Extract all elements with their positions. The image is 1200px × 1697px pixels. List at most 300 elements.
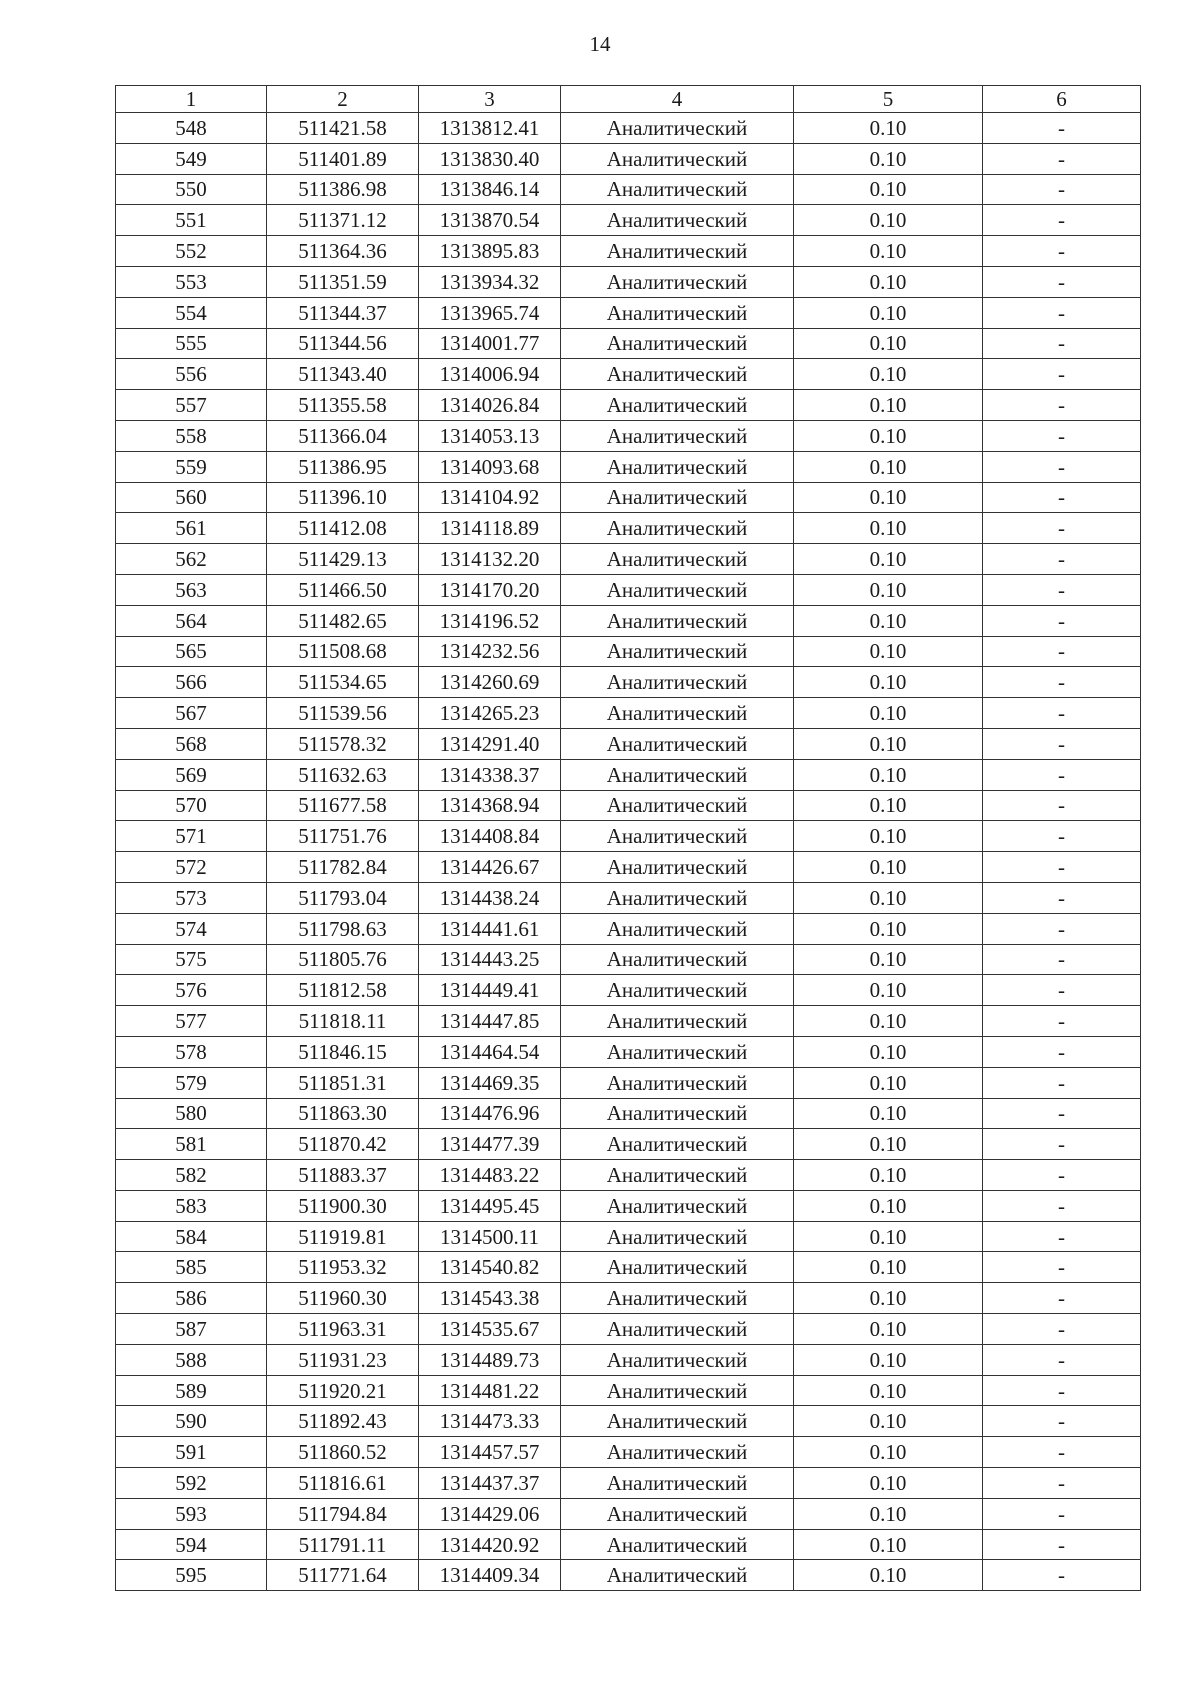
table-row (116, 390, 1141, 421)
x-coordinate-cell: 511793.04 (267, 882, 419, 913)
note-cell: - (983, 698, 1141, 729)
x-coordinate-cell: 511343.40 (267, 359, 419, 390)
x-coordinate-cell: 511818.11 (267, 1006, 419, 1037)
note-cell: - (983, 1498, 1141, 1529)
x-coordinate-cell: 511355.58 (267, 390, 419, 421)
note-cell: - (983, 482, 1141, 513)
coordinates-table (115, 85, 1141, 1591)
column-header: 4 (561, 86, 794, 113)
method-cell: Аналитический (561, 1437, 794, 1468)
method-cell: Аналитический (561, 266, 794, 297)
table-row (116, 913, 1141, 944)
accuracy-cell: 0.10 (794, 975, 983, 1006)
table-row (116, 1160, 1141, 1191)
column-header: 1 (116, 86, 267, 113)
table-row (116, 1190, 1141, 1221)
point-number-cell: 594 (116, 1529, 267, 1560)
note-cell: - (983, 113, 1141, 144)
note-cell: - (983, 882, 1141, 913)
method-cell: Аналитический (561, 236, 794, 267)
method-cell: Аналитический (561, 1036, 794, 1067)
method-cell: Аналитический (561, 1129, 794, 1160)
note-cell: - (983, 1160, 1141, 1191)
x-coordinate-cell: 511364.36 (267, 236, 419, 267)
x-coordinate-cell: 511863.30 (267, 1098, 419, 1129)
point-number-cell: 553 (116, 266, 267, 297)
method-cell: Аналитический (561, 913, 794, 944)
point-number-cell: 569 (116, 759, 267, 790)
method-cell: Аналитический (561, 1221, 794, 1252)
x-coordinate-cell: 511508.68 (267, 636, 419, 667)
point-number-cell: 560 (116, 482, 267, 513)
table-row (116, 1344, 1141, 1375)
method-cell: Аналитический (561, 1252, 794, 1283)
method-cell: Аналитический (561, 174, 794, 205)
note-cell: - (983, 975, 1141, 1006)
y-coordinate-cell: 1314477.39 (419, 1129, 561, 1160)
y-coordinate-cell: 1314535.67 (419, 1314, 561, 1345)
x-coordinate-cell: 511386.95 (267, 451, 419, 482)
y-coordinate-cell: 1314473.33 (419, 1406, 561, 1437)
table-row (116, 1437, 1141, 1468)
y-coordinate-cell: 1313895.83 (419, 236, 561, 267)
point-number-cell: 563 (116, 574, 267, 605)
x-coordinate-cell: 511344.37 (267, 297, 419, 328)
accuracy-cell: 0.10 (794, 1098, 983, 1129)
table-row (116, 698, 1141, 729)
point-number-cell: 578 (116, 1036, 267, 1067)
table-row (116, 1252, 1141, 1283)
method-cell: Аналитический (561, 1067, 794, 1098)
y-coordinate-cell: 1314408.84 (419, 821, 561, 852)
accuracy-cell: 0.10 (794, 852, 983, 883)
table-row (116, 1529, 1141, 1560)
note-cell: - (983, 1344, 1141, 1375)
accuracy-cell: 0.10 (794, 1036, 983, 1067)
method-cell: Аналитический (561, 513, 794, 544)
note-cell: - (983, 944, 1141, 975)
point-number-cell: 588 (116, 1344, 267, 1375)
table-row (116, 328, 1141, 359)
accuracy-cell: 0.10 (794, 1344, 983, 1375)
page-number: 14 (589, 32, 611, 56)
accuracy-cell: 0.10 (794, 451, 983, 482)
y-coordinate-cell: 1314447.85 (419, 1006, 561, 1037)
method-cell: Аналитический (561, 1344, 794, 1375)
y-coordinate-cell: 1314457.57 (419, 1437, 561, 1468)
x-coordinate-cell: 511386.98 (267, 174, 419, 205)
note-cell: - (983, 1036, 1141, 1067)
y-coordinate-cell: 1313830.40 (419, 143, 561, 174)
point-number-cell: 555 (116, 328, 267, 359)
x-coordinate-cell: 511953.32 (267, 1252, 419, 1283)
method-cell: Аналитический (561, 1406, 794, 1437)
y-coordinate-cell: 1314196.52 (419, 605, 561, 636)
point-number-cell: 589 (116, 1375, 267, 1406)
note-cell: - (983, 1529, 1141, 1560)
method-cell: Аналитический (561, 574, 794, 605)
x-coordinate-cell: 511366.04 (267, 420, 419, 451)
point-number-cell: 576 (116, 975, 267, 1006)
y-coordinate-cell: 1314500.11 (419, 1221, 561, 1252)
y-coordinate-cell: 1314540.82 (419, 1252, 561, 1283)
note-cell: - (983, 913, 1141, 944)
table-row (116, 174, 1141, 205)
accuracy-cell: 0.10 (794, 1129, 983, 1160)
method-cell: Аналитический (561, 544, 794, 575)
accuracy-cell: 0.10 (794, 821, 983, 852)
point-number-cell: 575 (116, 944, 267, 975)
accuracy-cell: 0.10 (794, 882, 983, 913)
y-coordinate-cell: 1314368.94 (419, 790, 561, 821)
y-coordinate-cell: 1314441.61 (419, 913, 561, 944)
accuracy-cell: 0.10 (794, 513, 983, 544)
note-cell: - (983, 1283, 1141, 1314)
method-cell: Аналитический (561, 1098, 794, 1129)
y-coordinate-cell: 1313812.41 (419, 113, 561, 144)
note-cell: - (983, 513, 1141, 544)
y-coordinate-cell: 1314420.92 (419, 1529, 561, 1560)
y-coordinate-cell: 1314476.96 (419, 1098, 561, 1129)
accuracy-cell: 0.10 (794, 1190, 983, 1221)
y-coordinate-cell: 1314438.24 (419, 882, 561, 913)
y-coordinate-cell: 1314093.68 (419, 451, 561, 482)
y-coordinate-cell: 1314053.13 (419, 420, 561, 451)
x-coordinate-cell: 511466.50 (267, 574, 419, 605)
x-coordinate-cell: 511421.58 (267, 113, 419, 144)
x-coordinate-cell: 511883.37 (267, 1160, 419, 1191)
method-cell: Аналитический (561, 852, 794, 883)
accuracy-cell: 0.10 (794, 1560, 983, 1591)
y-coordinate-cell: 1314483.22 (419, 1160, 561, 1191)
y-coordinate-cell: 1314437.37 (419, 1468, 561, 1499)
table-row (116, 574, 1141, 605)
point-number-cell: 568 (116, 728, 267, 759)
x-coordinate-cell: 511344.56 (267, 328, 419, 359)
x-coordinate-cell: 511534.65 (267, 667, 419, 698)
method-cell: Аналитический (561, 328, 794, 359)
point-number-cell: 567 (116, 698, 267, 729)
table-row (116, 1129, 1141, 1160)
note-cell: - (983, 1221, 1141, 1252)
point-number-cell: 587 (116, 1314, 267, 1345)
y-coordinate-cell: 1314443.25 (419, 944, 561, 975)
point-number-cell: 590 (116, 1406, 267, 1437)
method-cell: Аналитический (561, 143, 794, 174)
method-cell: Аналитический (561, 605, 794, 636)
note-cell: - (983, 390, 1141, 421)
accuracy-cell: 0.10 (794, 482, 983, 513)
column-header: 3 (419, 86, 561, 113)
note-cell: - (983, 420, 1141, 451)
note-cell: - (983, 205, 1141, 236)
note-cell: - (983, 728, 1141, 759)
x-coordinate-cell: 511963.31 (267, 1314, 419, 1345)
method-cell: Аналитический (561, 420, 794, 451)
note-cell: - (983, 636, 1141, 667)
accuracy-cell: 0.10 (794, 544, 983, 575)
point-number-cell: 591 (116, 1437, 267, 1468)
x-coordinate-cell: 511805.76 (267, 944, 419, 975)
y-coordinate-cell: 1314006.94 (419, 359, 561, 390)
point-number-cell: 583 (116, 1190, 267, 1221)
x-coordinate-cell: 511429.13 (267, 544, 419, 575)
y-coordinate-cell: 1314260.69 (419, 667, 561, 698)
point-number-cell: 593 (116, 1498, 267, 1529)
table-row (116, 1006, 1141, 1037)
table-row (116, 975, 1141, 1006)
method-cell: Аналитический (561, 113, 794, 144)
x-coordinate-cell: 511892.43 (267, 1406, 419, 1437)
point-number-cell: 557 (116, 390, 267, 421)
y-coordinate-cell: 1314489.73 (419, 1344, 561, 1375)
accuracy-cell: 0.10 (794, 1160, 983, 1191)
note-cell: - (983, 1468, 1141, 1499)
accuracy-cell: 0.10 (794, 667, 983, 698)
method-cell: Аналитический (561, 1006, 794, 1037)
table-row (116, 728, 1141, 759)
accuracy-cell: 0.10 (794, 759, 983, 790)
method-cell: Аналитический (561, 667, 794, 698)
method-cell: Аналитический (561, 1375, 794, 1406)
method-cell: Аналитический (561, 1560, 794, 1591)
method-cell: Аналитический (561, 944, 794, 975)
table-row (116, 1283, 1141, 1314)
point-number-cell: 585 (116, 1252, 267, 1283)
table-row (116, 297, 1141, 328)
accuracy-cell: 0.10 (794, 1252, 983, 1283)
method-cell: Аналитический (561, 482, 794, 513)
table-row (116, 1468, 1141, 1499)
accuracy-cell: 0.10 (794, 1283, 983, 1314)
accuracy-cell: 0.10 (794, 1314, 983, 1345)
method-cell: Аналитический (561, 882, 794, 913)
point-number-cell: 577 (116, 1006, 267, 1037)
accuracy-cell: 0.10 (794, 1468, 983, 1499)
note-cell: - (983, 821, 1141, 852)
note-cell: - (983, 328, 1141, 359)
table-row (116, 236, 1141, 267)
table-row (116, 667, 1141, 698)
table-row (116, 759, 1141, 790)
note-cell: - (983, 266, 1141, 297)
y-coordinate-cell: 1314132.20 (419, 544, 561, 575)
note-cell: - (983, 451, 1141, 482)
accuracy-cell: 0.10 (794, 698, 983, 729)
table-row (116, 852, 1141, 883)
y-coordinate-cell: 1314291.40 (419, 728, 561, 759)
x-coordinate-cell: 511860.52 (267, 1437, 419, 1468)
note-cell: - (983, 1252, 1141, 1283)
method-cell: Аналитический (561, 636, 794, 667)
method-cell: Аналитический (561, 205, 794, 236)
table-row (116, 1498, 1141, 1529)
accuracy-cell: 0.10 (794, 266, 983, 297)
point-number-cell: 552 (116, 236, 267, 267)
accuracy-cell: 0.10 (794, 1067, 983, 1098)
table-row (116, 1067, 1141, 1098)
table-row (116, 636, 1141, 667)
point-number-cell: 580 (116, 1098, 267, 1129)
x-coordinate-cell: 511920.21 (267, 1375, 419, 1406)
note-cell: - (983, 605, 1141, 636)
method-cell: Аналитический (561, 390, 794, 421)
table-row (116, 513, 1141, 544)
note-cell: - (983, 1067, 1141, 1098)
y-coordinate-cell: 1314543.38 (419, 1283, 561, 1314)
y-coordinate-cell: 1314338.37 (419, 759, 561, 790)
method-cell: Аналитический (561, 359, 794, 390)
y-coordinate-cell: 1314449.41 (419, 975, 561, 1006)
x-coordinate-cell: 511632.63 (267, 759, 419, 790)
note-cell: - (983, 667, 1141, 698)
x-coordinate-cell: 511401.89 (267, 143, 419, 174)
accuracy-cell: 0.10 (794, 913, 983, 944)
point-number-cell: 561 (116, 513, 267, 544)
x-coordinate-cell: 511412.08 (267, 513, 419, 544)
point-number-cell: 565 (116, 636, 267, 667)
table-row (116, 1375, 1141, 1406)
point-number-cell: 574 (116, 913, 267, 944)
table-row (116, 821, 1141, 852)
y-coordinate-cell: 1314001.77 (419, 328, 561, 359)
y-coordinate-cell: 1314495.45 (419, 1190, 561, 1221)
note-cell: - (983, 297, 1141, 328)
x-coordinate-cell: 511791.11 (267, 1529, 419, 1560)
table-row (116, 1314, 1141, 1345)
accuracy-cell: 0.10 (794, 790, 983, 821)
table-row (116, 1098, 1141, 1129)
accuracy-cell: 0.10 (794, 390, 983, 421)
accuracy-cell: 0.10 (794, 1498, 983, 1529)
method-cell: Аналитический (561, 1498, 794, 1529)
note-cell: - (983, 174, 1141, 205)
x-coordinate-cell: 511539.56 (267, 698, 419, 729)
point-number-cell: 551 (116, 205, 267, 236)
method-cell: Аналитический (561, 698, 794, 729)
y-coordinate-cell: 1314426.67 (419, 852, 561, 883)
method-cell: Аналитический (561, 451, 794, 482)
method-cell: Аналитический (561, 759, 794, 790)
table-row (116, 143, 1141, 174)
accuracy-cell: 0.10 (794, 420, 983, 451)
note-cell: - (983, 759, 1141, 790)
column-header: 5 (794, 86, 983, 113)
y-coordinate-cell: 1314481.22 (419, 1375, 561, 1406)
table-row (116, 266, 1141, 297)
point-number-cell: 550 (116, 174, 267, 205)
x-coordinate-cell: 511900.30 (267, 1190, 419, 1221)
table-row (116, 944, 1141, 975)
method-cell: Аналитический (561, 297, 794, 328)
accuracy-cell: 0.10 (794, 728, 983, 759)
note-cell: - (983, 1437, 1141, 1468)
note-cell: - (983, 143, 1141, 174)
method-cell: Аналитический (561, 1468, 794, 1499)
point-number-cell: 570 (116, 790, 267, 821)
method-cell: Аналитический (561, 1190, 794, 1221)
table-row (116, 451, 1141, 482)
method-cell: Аналитический (561, 975, 794, 1006)
y-coordinate-cell: 1314409.34 (419, 1560, 561, 1591)
x-coordinate-cell: 511351.59 (267, 266, 419, 297)
y-coordinate-cell: 1314469.35 (419, 1067, 561, 1098)
accuracy-cell: 0.10 (794, 1221, 983, 1252)
accuracy-cell: 0.10 (794, 236, 983, 267)
x-coordinate-cell: 511812.58 (267, 975, 419, 1006)
table-row (116, 359, 1141, 390)
table-row (116, 1560, 1141, 1591)
method-cell: Аналитический (561, 1160, 794, 1191)
y-coordinate-cell: 1313846.14 (419, 174, 561, 205)
x-coordinate-cell: 511677.58 (267, 790, 419, 821)
accuracy-cell: 0.10 (794, 297, 983, 328)
x-coordinate-cell: 511816.61 (267, 1468, 419, 1499)
x-coordinate-cell: 511794.84 (267, 1498, 419, 1529)
note-cell: - (983, 790, 1141, 821)
table-row (116, 790, 1141, 821)
point-number-cell: 592 (116, 1468, 267, 1499)
table-row (116, 1036, 1141, 1067)
accuracy-cell: 0.10 (794, 359, 983, 390)
method-cell: Аналитический (561, 1314, 794, 1345)
x-coordinate-cell: 511919.81 (267, 1221, 419, 1252)
y-coordinate-cell: 1314232.56 (419, 636, 561, 667)
method-cell: Аналитический (561, 728, 794, 759)
accuracy-cell: 0.10 (794, 205, 983, 236)
point-number-cell: 566 (116, 667, 267, 698)
accuracy-cell: 0.10 (794, 944, 983, 975)
point-number-cell: 573 (116, 882, 267, 913)
x-coordinate-cell: 511782.84 (267, 852, 419, 883)
accuracy-cell: 0.10 (794, 328, 983, 359)
method-cell: Аналитический (561, 790, 794, 821)
x-coordinate-cell: 511870.42 (267, 1129, 419, 1160)
accuracy-cell: 0.10 (794, 636, 983, 667)
table-row (116, 482, 1141, 513)
column-header: 6 (983, 86, 1141, 113)
accuracy-cell: 0.10 (794, 605, 983, 636)
point-number-cell: 562 (116, 544, 267, 575)
point-number-cell: 584 (116, 1221, 267, 1252)
y-coordinate-cell: 1314429.06 (419, 1498, 561, 1529)
x-coordinate-cell: 511751.76 (267, 821, 419, 852)
note-cell: - (983, 1006, 1141, 1037)
note-cell: - (983, 1375, 1141, 1406)
note-cell: - (983, 544, 1141, 575)
method-cell: Аналитический (561, 1529, 794, 1560)
y-coordinate-cell: 1314464.54 (419, 1036, 561, 1067)
accuracy-cell: 0.10 (794, 1406, 983, 1437)
note-cell: - (983, 1406, 1141, 1437)
x-coordinate-cell: 511846.15 (267, 1036, 419, 1067)
accuracy-cell: 0.10 (794, 1437, 983, 1468)
x-coordinate-cell: 511798.63 (267, 913, 419, 944)
accuracy-cell: 0.10 (794, 574, 983, 605)
note-cell: - (983, 1098, 1141, 1129)
y-coordinate-cell: 1313870.54 (419, 205, 561, 236)
column-header: 2 (267, 86, 419, 113)
table-row (116, 1406, 1141, 1437)
y-coordinate-cell: 1314104.92 (419, 482, 561, 513)
accuracy-cell: 0.10 (794, 1529, 983, 1560)
x-coordinate-cell: 511851.31 (267, 1067, 419, 1098)
accuracy-cell: 0.10 (794, 1375, 983, 1406)
note-cell: - (983, 1129, 1141, 1160)
x-coordinate-cell: 511482.65 (267, 605, 419, 636)
accuracy-cell: 0.10 (794, 1006, 983, 1037)
x-coordinate-cell: 511931.23 (267, 1344, 419, 1375)
